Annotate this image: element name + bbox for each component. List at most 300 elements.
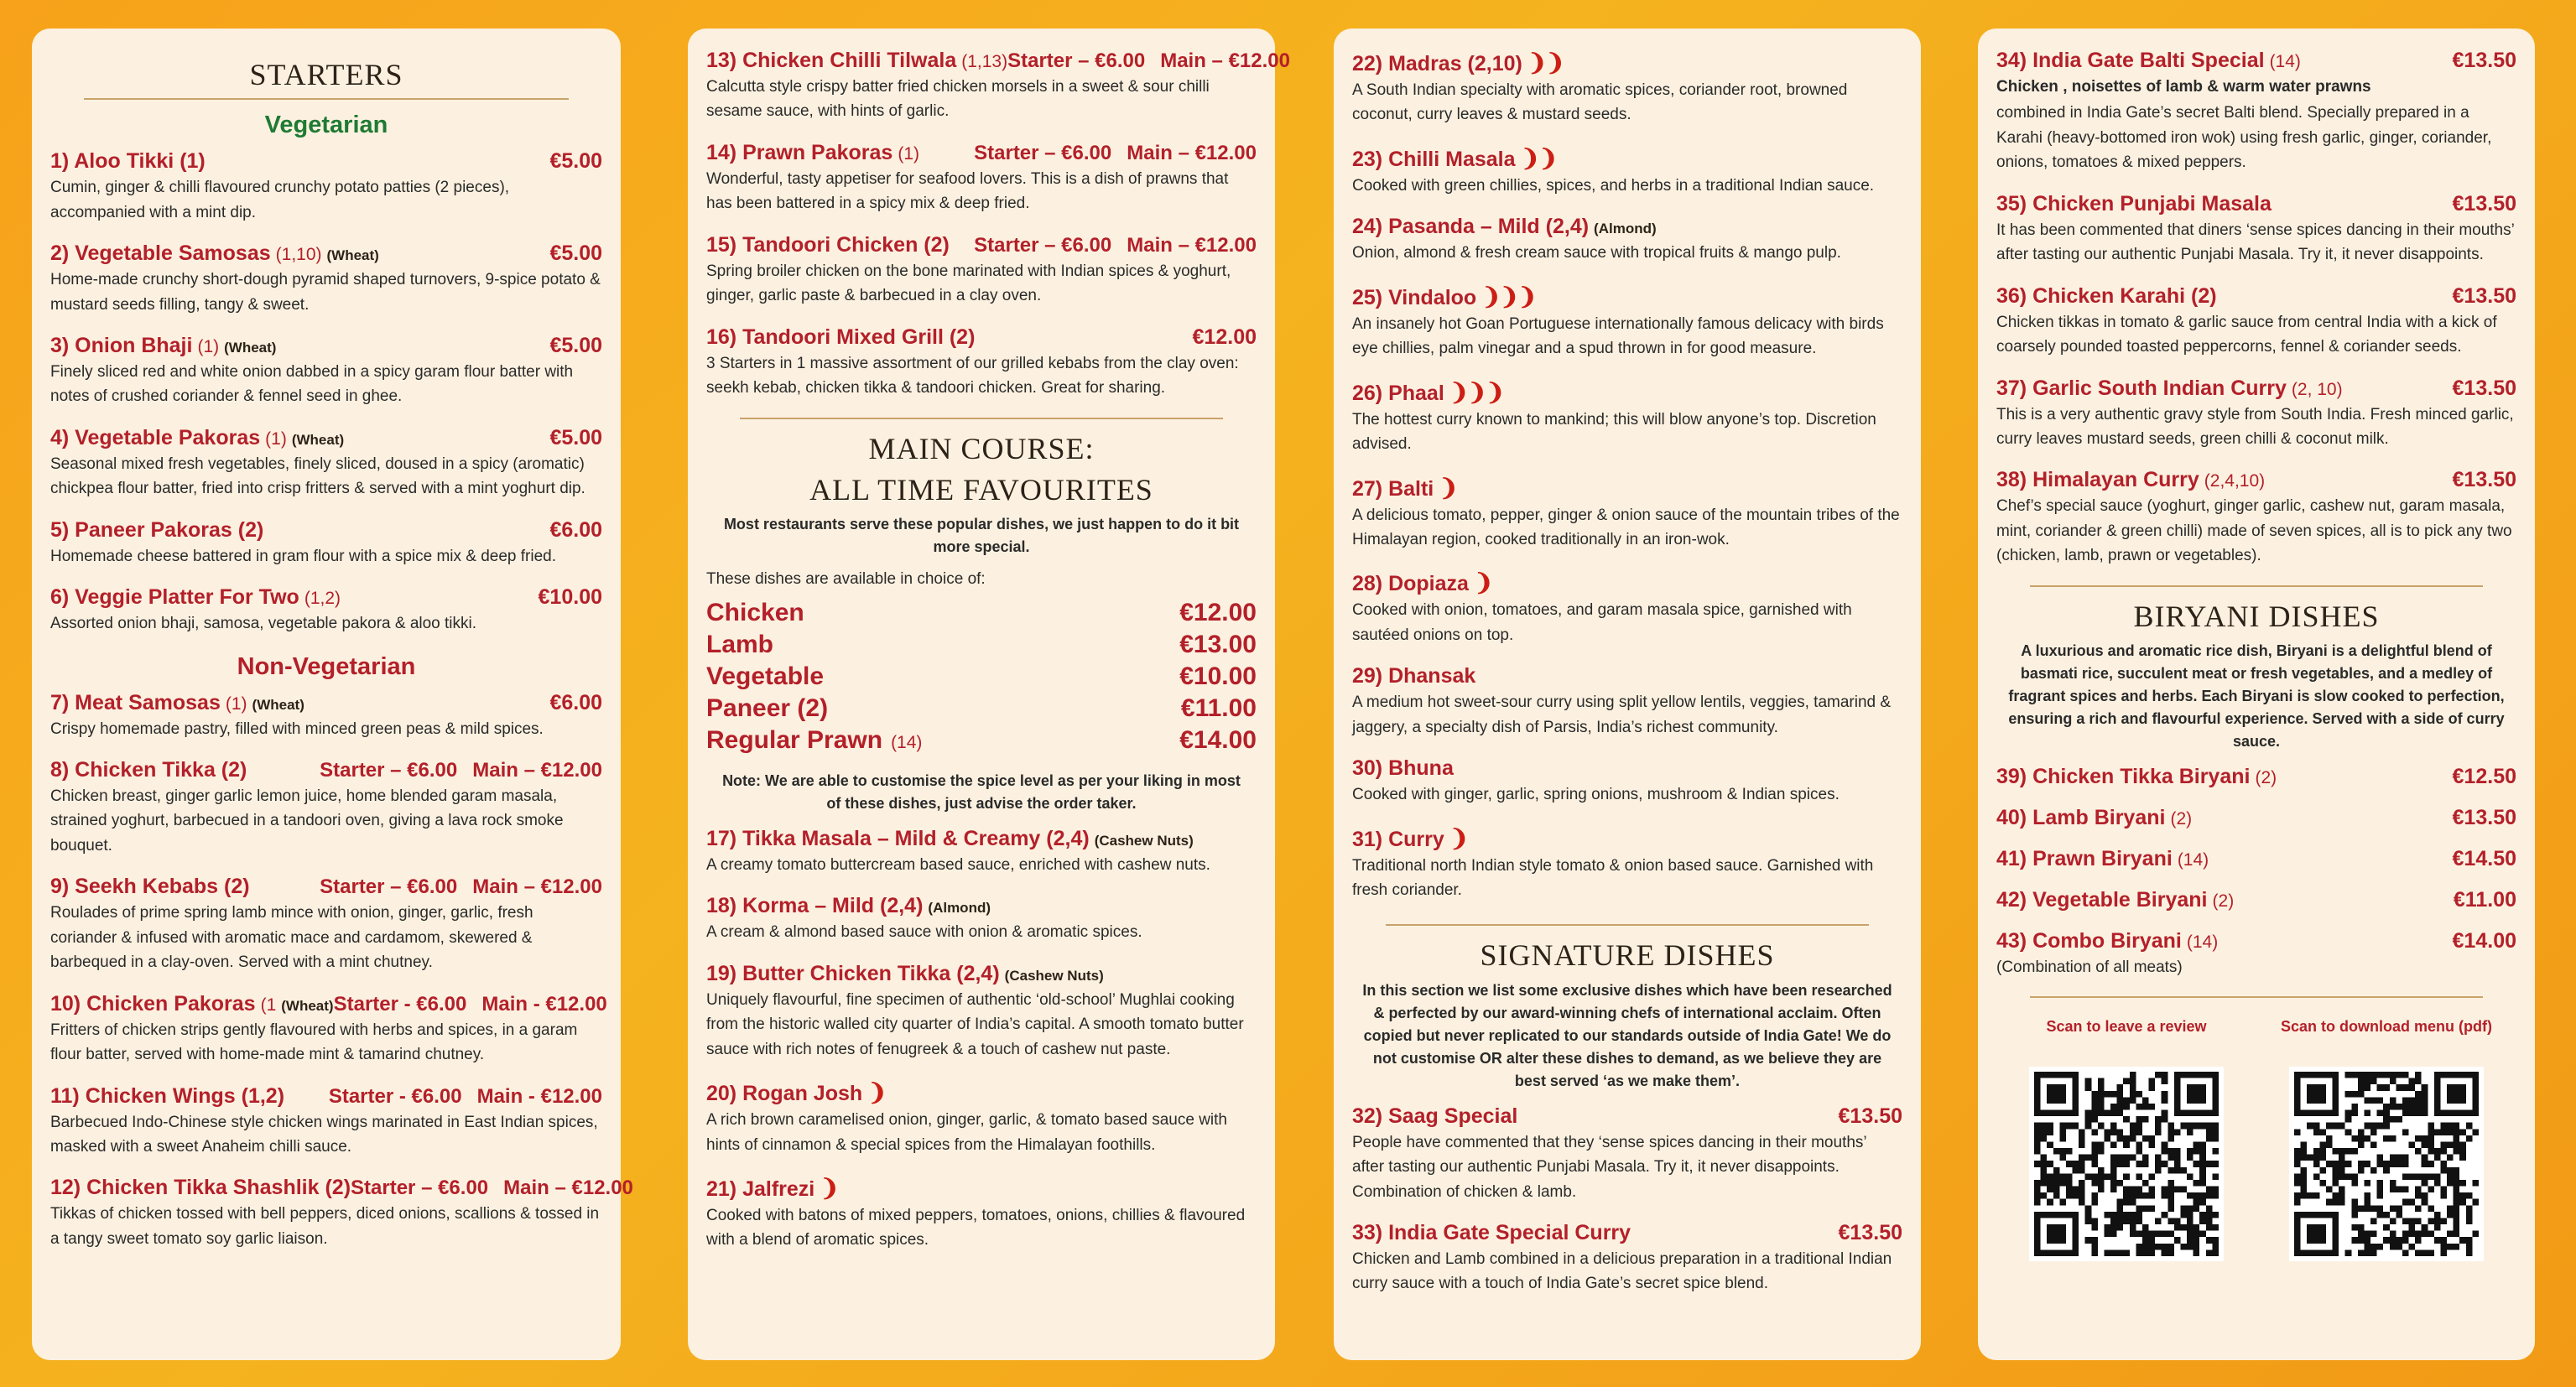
spice-note: Note: We are able to customise the spice level as per your liking in most of these dishes, just advise the order taker. [722, 771, 1241, 812]
menu-item[interactable] [50, 518, 602, 569]
item-name-group [1996, 929, 2218, 953]
menu-item-row [1996, 192, 2516, 216]
menu-item-row [1352, 569, 1902, 596]
item-price: €6.00 [549, 517, 602, 542]
item-name-group [1352, 1104, 1517, 1129]
item-name-group [50, 426, 344, 450]
main-price: Main - €12.00 [476, 1084, 602, 1108]
item-name: 23) Chilli Masala [1352, 147, 1516, 171]
item-description: People have commented that they ‘sense spices dancing in their mouths’ after tasting our authentic Punjabi Masala. Try it, it never disappoints. Combination of chicken & lamb. [1352, 1133, 1866, 1201]
menu-item[interactable] [50, 585, 602, 636]
menu-item[interactable] [50, 426, 602, 501]
item-name: 18) Korma – Mild (2,4) [706, 894, 924, 918]
item-name: 26) Phaal [1352, 381, 1444, 405]
item-allergen-code: (1) [898, 143, 920, 164]
item-price: €14.50 [2452, 846, 2516, 870]
curry-list-2 [1352, 49, 1902, 902]
price-group [320, 759, 602, 782]
item-name-group [50, 758, 247, 782]
item-allergen: (Almond) [1594, 221, 1657, 237]
menu-item[interactable] [1352, 756, 1902, 807]
choice-price: €12.00 [1179, 598, 1257, 626]
item-price: €13.50 [2452, 283, 2516, 308]
choice-name: Regular Prawn [706, 725, 883, 754]
item-description: combined in India Gate’s secret Balti blend. Specially prepared in a Karahi (heavy-bottomed iron wok) using fresh garlic, ginger, coriander, onions, tomatoes & mixed peppers. [1996, 104, 2492, 172]
item-lead: Chicken , noisettes of lamb & warm water prawns [1996, 78, 2371, 96]
non-vegetarian-title: Non-Vegetarian [237, 652, 416, 680]
menu-item[interactable] [706, 141, 1257, 216]
item-name: 36) Chicken Karahi (2) [1996, 283, 2217, 308]
item-name-group [1996, 806, 2192, 830]
starter-price: Starter - €6.00 [328, 1084, 462, 1108]
menu-item[interactable] [706, 1174, 1257, 1253]
item-name-group [1996, 847, 2209, 871]
main-price: Main – €12.00 [1127, 233, 1257, 257]
choices-intro: These dishes are available in choice of: [706, 569, 986, 588]
menu-item[interactable] [1996, 49, 2516, 175]
menu-item-row [50, 149, 602, 174]
item-description: The hottest curry known to mankind; this will blow anyone’s top. Discretion advised. [1352, 410, 1876, 454]
item-description: Onion, almond & fresh cream sauce with tropical fruits & mango pulp. [1352, 244, 1841, 262]
item-allergen-code: (1 [260, 995, 277, 1015]
choice-name-group [706, 726, 922, 755]
item-description: A medium hot sweet-sour curry using split yellow lentils, veggies, tamarind & jaggery, a specialty dish of Parsis, India’s richest community. [1352, 694, 1892, 736]
item-name: 6) Veggie Platter For Two [50, 585, 299, 610]
item-description: Assorted onion bhaji, samosa, vegetable pakora & aloo tikki. [50, 615, 477, 633]
item-name: 40) Lamb Biryani [1996, 805, 2166, 829]
menu-item-row [1996, 765, 2516, 789]
menu-item-row [1996, 468, 2516, 492]
item-name-group [706, 49, 1007, 73]
item-price: €5.00 [549, 149, 602, 174]
item-allergen-code: (2) [2170, 808, 2193, 829]
menu-item[interactable] [1352, 144, 1902, 198]
item-name-group [1996, 468, 2265, 492]
choice-row [706, 662, 1257, 691]
main-price: Main - €12.00 [481, 992, 607, 1016]
qr-review[interactable] [2017, 1016, 2235, 1261]
choice-price: €11.00 [1180, 694, 1257, 722]
price-group [1007, 49, 1290, 73]
item-name: 42) Vegetable Biryani [1996, 887, 2208, 912]
menu-item[interactable] [50, 1084, 602, 1160]
panel-main-course [688, 29, 1290, 1360]
menu-item-row [706, 49, 1290, 73]
item-allergen-code: (1,10) [275, 245, 322, 265]
menu-item[interactable] [706, 1078, 1257, 1157]
item-name-group [1996, 284, 2217, 309]
item-name-group [706, 141, 919, 165]
starter-price: Starter – €6.00 [351, 1177, 489, 1200]
item-description: A creamy tomato buttercream based sauce, enriched with cashew nuts. [706, 855, 1210, 874]
menu-item-row [50, 758, 602, 782]
chilli-icon: ❩ [820, 1174, 838, 1201]
item-name-group [50, 1084, 284, 1109]
item-allergen-code: (1,2) [304, 589, 341, 609]
chilli-icon: ❩ [1449, 824, 1468, 851]
item-description: Chicken and Lamb combined in a delicious preparation in a traditional Indian curry sauce with a touch of India Gate’s secret spice blend. [1352, 1249, 1892, 1293]
signature-intro: In this section we list some exclusive dishes which have been researched & perfected by our award-winning chefs of international acclaim. Often copied but never replicated to our standards outside of India Gate! We do not customise OR alter these dishes to demand, as we believe they are best served ‘as we make them’. [1362, 981, 1892, 1089]
item-allergen-code: (2, 10) [2291, 379, 2343, 399]
menu-item[interactable] [706, 962, 1257, 1062]
menu-item[interactable] [50, 334, 602, 409]
starters-title: STARTERS [249, 58, 403, 91]
item-description: A rich brown caramelised onion, ginger, garlic, & tomato based sauce with hints of cinnamon & special spices from the Himalayan foothills. [706, 1111, 1227, 1154]
biryani-intro: A luxurious and aromatic rice dish, Biryani is a delightful blend of basmati rice, succulent meat or fresh vegetables, and a medley of fragrant spices and herbs. Each Biryani is slow cooked to perfection, ensuring a rich and flavourful experience. Served with a side of curry sauce. [2008, 642, 2505, 750]
main-price: Main – €12.00 [503, 1177, 633, 1200]
item-allergen-code: (14) [2269, 52, 2301, 71]
item-name: 4) Vegetable Pakoras [50, 425, 261, 449]
item-description: Traditional north Indian style tomato & onion based sauce. Garnished with fresh coriander. [1352, 856, 1874, 899]
menu-item-row [706, 962, 1257, 986]
menu-item-row [50, 1176, 633, 1200]
panel-starters [32, 29, 633, 1360]
item-description: Calcutta style crispy batter fried chicken morsels in a sweet & sour chilli sesame sauce, with hints of garlic. [706, 78, 1210, 121]
item-name-group [706, 894, 991, 918]
item-name-group [1996, 888, 2234, 912]
menu-item-row [706, 894, 1257, 918]
item-allergen-code: (2) [2255, 767, 2277, 787]
price-group [329, 1085, 602, 1109]
qr-menu-label: Scan to download menu (pdf) [2281, 1018, 2492, 1036]
item-name-group [706, 1174, 838, 1202]
menu-item[interactable] [1996, 192, 2516, 268]
item-description: A delicious tomato, pepper, ginger & onion sauce of the mountain tribes of the Himalayan region, cooked traditionally in an iron-wok. [1352, 506, 1900, 548]
item-name-group [1352, 378, 1503, 406]
menu-item-row [706, 1174, 1257, 1202]
menu-qr-code[interactable] [2289, 1067, 2484, 1261]
divider [1386, 924, 1869, 926]
item-name: 25) Vindaloo [1352, 285, 1477, 309]
menu-item-row [1996, 49, 2516, 73]
menu-item[interactable] [1996, 284, 2516, 360]
item-name: 16) Tandoori Mixed Grill (2) [706, 325, 976, 349]
item-allergen-code: (14) [2177, 849, 2209, 870]
item-name-group [50, 518, 263, 543]
panel-signature-biryani [1978, 29, 2535, 1360]
item-name: 21) Jalfrezi [706, 1177, 815, 1201]
menu-item[interactable] [1352, 474, 1902, 553]
menu-item[interactable] [706, 894, 1257, 944]
menu-item[interactable] [706, 49, 1290, 124]
menu-item[interactable] [50, 691, 602, 741]
menu-item-row [1996, 888, 2516, 912]
item-description: Tikkas of chicken tossed with bell peppers, diced onions, scallions & tossed in a tangy sweet tomato soy garlic liaison. [50, 1205, 600, 1248]
menu-item[interactable] [1352, 664, 1902, 740]
item-name: 27) Balti [1352, 476, 1434, 501]
chilli-icon: ❩❩ [1527, 49, 1564, 75]
menu-item[interactable] [1352, 49, 1902, 127]
choice-name-group [706, 599, 804, 627]
item-description: Chicken tikkas in tomato & garlic sauce from central India with a kick of coarsely pounded toasted peppercorns, fennel & coriander seeds. [1996, 313, 2497, 356]
item-name-group [1352, 474, 1457, 501]
menu-item-row [50, 518, 602, 543]
item-allergen-code: (2,4,10) [2204, 471, 2266, 491]
item-name-group [50, 875, 250, 899]
choice-row [706, 631, 1257, 659]
item-description: Fritters of chicken strips gently flavoured with herbs and spices, in a garam flour batter, served with home-made mint & tamarind chutney. [50, 1021, 578, 1064]
menu-item[interactable] [1996, 765, 2516, 789]
item-name-group [1996, 765, 2277, 789]
menu-item-row [1996, 284, 2516, 309]
item-price: €11.00 [2453, 887, 2516, 912]
item-price: €5.00 [549, 333, 602, 357]
item-description: Barbecued Indo-Chinese style chicken wings marinated in East Indian spices, masked with a sweet Anaheim chilli sauce. [50, 1113, 598, 1156]
menu-item-row [1352, 474, 1902, 501]
item-name: 31) Curry [1352, 827, 1444, 851]
price-group [974, 142, 1257, 165]
item-name: 32) Saag Special [1352, 1104, 1518, 1128]
menu-item[interactable] [706, 233, 1257, 309]
menu-item-row [706, 1078, 1257, 1106]
divider [740, 418, 1223, 419]
item-description: A South Indian specialty with aromatic spices, coriander root, browned coconut, curry leaves & mustard seeds. [1352, 81, 1848, 124]
item-description: A cream & almond based sauce with onion & aromatic spices. [706, 923, 1142, 942]
menu-item-row [1352, 283, 1902, 310]
item-name-group [50, 585, 341, 610]
item-price: €13.50 [2452, 49, 2516, 72]
choice-price: €13.00 [1179, 630, 1257, 658]
main-course-title-1: MAIN COURSE: [868, 431, 1095, 465]
menu-item[interactable] [1352, 283, 1902, 361]
menu-item[interactable] [50, 149, 602, 225]
item-description: Homemade cheese battered in gram flour with a spice mix & deep fried. [50, 547, 557, 565]
item-description: Finely sliced red and white onion dabbed in a spicy garam flour batter with notes of crushed coriander & fennel seed in ghee. [50, 362, 574, 406]
item-price: €14.00 [2452, 928, 2516, 953]
item-allergen: (Wheat) [281, 997, 334, 1014]
menu-item-row [1352, 215, 1902, 239]
item-description: Cooked with onion, tomatoes, and garam masala spice, garnished with sautéed onions on top. [1352, 601, 1852, 644]
choice-name: Chicken [706, 598, 804, 626]
item-description: It has been commented that diners ‘sense spices dancing in their mouths’ after tasting our authentic Punjabi Masala. Try it, it never disappoints. [1996, 221, 2515, 264]
item-name-group [50, 242, 379, 266]
menu-item[interactable] [1352, 1104, 1902, 1204]
menu-item-row [50, 242, 602, 266]
choice-list [706, 599, 1257, 755]
item-name-group [1352, 756, 1454, 781]
starter-price: Starter – €6.00 [1007, 49, 1146, 72]
item-price: €13.50 [2452, 191, 2516, 216]
menu-item[interactable] [1352, 215, 1902, 265]
item-description: Cooked with green chillies, spices, and herbs in a traditional Indian sauce. [1352, 176, 1875, 195]
menu-item[interactable] [706, 827, 1257, 877]
item-price: €5.00 [549, 242, 602, 266]
item-allergen-code: (14) [2186, 932, 2219, 952]
item-allergen-code: (2) [2212, 891, 2235, 911]
starter-price: Starter – €6.00 [974, 233, 1112, 257]
menu-item-row [50, 875, 602, 899]
item-allergen-code: (1) [197, 336, 220, 356]
item-allergen: (Cashew Nuts) [1004, 967, 1104, 984]
item-name-group [1352, 824, 1467, 852]
item-description: An insanely hot Goan Portuguese internationally famous delicacy with birds eye chillies, palm vinegar and a spud thrown in for good measure. [1352, 314, 1884, 358]
item-allergen: (Wheat) [291, 431, 345, 448]
item-name-group [706, 1078, 886, 1106]
main-price: Main – €12.00 [472, 759, 602, 782]
item-description: Uniquely flavourful, fine specimen of authentic ‘old-school’ Mughlai cooking from the historic walled city quarter of India’s capital. A smooth tomato butter sauce with rich notes of fenugreek & a touch of cashew nut paste. [706, 990, 1244, 1058]
menu-item[interactable] [1352, 569, 1902, 647]
main-course-intro: Most restaurants serve these popular dishes, we just happen to do it bit more special. [723, 515, 1240, 555]
item-name-group [1996, 377, 2343, 401]
item-allergen: (Cashew Nuts) [1094, 832, 1194, 849]
chilli-icon: ❩❩❩ [1449, 378, 1504, 405]
item-name: 15) Tandoori Chicken (2) [706, 232, 950, 257]
item-name: 13) Chicken Chilli Tilwala [706, 49, 957, 72]
item-price: €6.00 [549, 690, 602, 714]
menu-item[interactable] [50, 1176, 633, 1251]
item-name: 34) India Gate Balti Special [1996, 49, 2265, 72]
biryani-list [1996, 765, 2516, 979]
item-name-group [50, 334, 276, 358]
item-name-group [50, 1176, 351, 1200]
choice-code: (14) [891, 732, 923, 752]
review-qr-code[interactable] [2029, 1067, 2224, 1261]
menu-item[interactable] [1996, 888, 2516, 912]
item-name: 2) Vegetable Samosas [50, 242, 271, 266]
divider [2030, 585, 2483, 587]
price-group [320, 875, 602, 899]
choice-name-group [706, 694, 828, 723]
starter-price: Starter – €6.00 [320, 759, 458, 782]
menu-item-row [1352, 1104, 1902, 1129]
nonveg-list [50, 690, 633, 1252]
menu-item-row [1352, 49, 1902, 76]
item-allergen: (Wheat) [252, 696, 304, 713]
item-description: Home-made crunchy short-dough pyramid shaped turnovers, 9-spice potato & mustard seeds filling, tangy & sweet. [50, 271, 601, 314]
menu-item[interactable] [1352, 824, 1902, 903]
item-allergen: (Wheat) [326, 247, 379, 264]
choice-name: Paneer (2) [706, 694, 829, 722]
item-name: 30) Bhuna [1352, 756, 1454, 781]
item-name: 38) Himalayan Curry [1996, 468, 2199, 492]
item-name: 28) Dopiaza [1352, 572, 1469, 596]
menu-item[interactable] [1352, 1221, 1902, 1296]
starter-price: Starter – €6.00 [974, 141, 1112, 164]
item-allergen-code: (1) [265, 429, 287, 449]
choice-row [706, 694, 1257, 723]
choice-name: Lamb [706, 630, 774, 658]
item-price: €13.50 [1838, 1104, 1902, 1128]
signature-list-2 [1996, 49, 2516, 569]
qr-review-label: Scan to leave a review [2046, 1018, 2207, 1036]
item-name: 9) Seekh Kebabs (2) [50, 875, 250, 899]
main-price: Main – €12.00 [472, 875, 602, 899]
qr-menu[interactable] [2277, 1016, 2495, 1261]
menu-item[interactable] [706, 325, 1257, 401]
price-group [974, 234, 1257, 257]
menu-item[interactable] [1352, 378, 1902, 457]
item-price: €13.50 [2452, 805, 2516, 829]
item-allergen: (Wheat) [224, 339, 277, 356]
vegetarian-title: Vegetarian [264, 112, 388, 139]
menu-item-row [50, 1084, 602, 1109]
veg-list [50, 149, 602, 636]
choice-name-group [706, 662, 824, 691]
starter-list-continued [706, 49, 1290, 401]
item-description: Spring broiler chicken on the bone marinated with Indian spices & yoghurt, ginger, garlic paste & barbecued in a clay oven. [706, 262, 1231, 305]
menu-item[interactable] [50, 875, 602, 974]
price-group [334, 993, 607, 1016]
item-allergen-code: (1,13) [961, 52, 1008, 71]
item-name: 35) Chicken Punjabi Masala [1996, 191, 2272, 216]
curry-list-1 [706, 827, 1257, 1253]
item-name-group [1352, 144, 1556, 172]
item-name-group [706, 233, 950, 257]
item-description: Chicken breast, ginger garlic lemon juice, home blended garam masala, strained yoghurt, barbecued in a tandoori oven, giving a lava rock smoke bouquet. [50, 787, 564, 855]
choice-row [706, 726, 1257, 755]
menu-item[interactable] [50, 758, 602, 858]
menu-item[interactable] [1996, 468, 2516, 568]
divider [84, 98, 569, 100]
main-course-title-2: ALL TIME FAVOURITES [809, 472, 1153, 506]
menu-item-row [706, 325, 1257, 350]
item-name-group [1352, 664, 1475, 688]
item-description: Crispy homemade pastry, filled with minced green peas & mild spices. [50, 719, 544, 738]
item-name: 20) Rogan Josh [706, 1082, 863, 1106]
item-description: Cooked with ginger, garlic, spring onions, mushroom & Indian spices. [1352, 786, 1840, 804]
menu-item-row [1996, 929, 2516, 953]
menu-item[interactable] [1996, 847, 2516, 871]
qr-section [1996, 1016, 2516, 1261]
menu-item-row [1352, 824, 1902, 852]
menu-item[interactable] [1996, 377, 2516, 452]
menu-item-row [706, 827, 1257, 851]
item-name: 43) Combo Biryani [1996, 928, 2182, 953]
chilli-icon: ❩ [1439, 474, 1457, 501]
item-allergen: (Almond) [928, 900, 991, 917]
item-price: €13.50 [2452, 376, 2516, 400]
item-description: Cumin, ginger & chilli flavoured crunchy potato patties (2 pieces), accompanied with a mint dip. [50, 179, 510, 221]
menu-item[interactable] [1996, 806, 2516, 830]
item-name-group [1352, 283, 1536, 310]
item-name: 11) Chicken Wings (1,2) [50, 1083, 285, 1108]
item-name-group [50, 992, 334, 1016]
menu-item-row [1996, 806, 2516, 830]
item-description: This is a very authentic gravy style from South India. Fresh minced garlic, curry leaves mustard seeds, green chilli & coconut milk. [1996, 405, 2514, 448]
menu-item[interactable] [50, 991, 607, 1068]
menu-item-row [1996, 377, 2516, 401]
item-description: (Combination of all meats) [1996, 958, 2183, 976]
main-price: Main – €12.00 [1160, 49, 1290, 72]
item-description: 3 Starters in 1 massive assortment of our grilled kebabs from the clay oven: seekh kebab, chicken tikka & tandoori chicken. Great for sharing. [706, 354, 1239, 397]
signature-list-1 [1352, 1104, 1902, 1296]
item-name: 3) Onion Bhaji [50, 333, 193, 357]
item-name: 19) Butter Chicken Tikka (2,4) [706, 961, 1000, 985]
item-description: Seasonal mixed fresh vegetables, finely sliced, doused in a spicy (aromatic) chickpea flour batter, fried into crisp fritters & served with a mint yoghurt dip. [50, 455, 585, 498]
menu-item[interactable] [50, 242, 602, 317]
item-name: 17) Tikka Masala – Mild & Creamy (2,4) [706, 826, 1090, 850]
item-name-group [1352, 569, 1491, 596]
item-name-group [706, 962, 1104, 986]
item-price: €12.00 [1192, 325, 1257, 349]
menu-item-row [50, 991, 607, 1016]
item-name: 7) Meat Samosas [50, 690, 221, 714]
choice-price: €14.00 [1179, 725, 1257, 754]
item-price: €12.50 [2452, 764, 2516, 788]
item-name: 10) Chicken Pakoras [50, 991, 256, 1016]
menu-item-row [1352, 664, 1902, 688]
item-name-group [50, 149, 206, 174]
menu-item-row [50, 585, 602, 610]
item-name: 5) Paneer Pakoras (2) [50, 517, 264, 542]
item-name: 24) Pasanda – Mild (2,4) [1352, 215, 1590, 239]
item-price: €13.50 [1838, 1220, 1902, 1244]
chilli-icon: ❩ [1473, 569, 1492, 596]
menu-item-row [1352, 144, 1902, 172]
item-name-group [1996, 192, 2272, 216]
menu-item[interactable] [1996, 929, 2516, 979]
item-name: 12) Chicken Tikka Shashlik (2) [50, 1176, 351, 1200]
